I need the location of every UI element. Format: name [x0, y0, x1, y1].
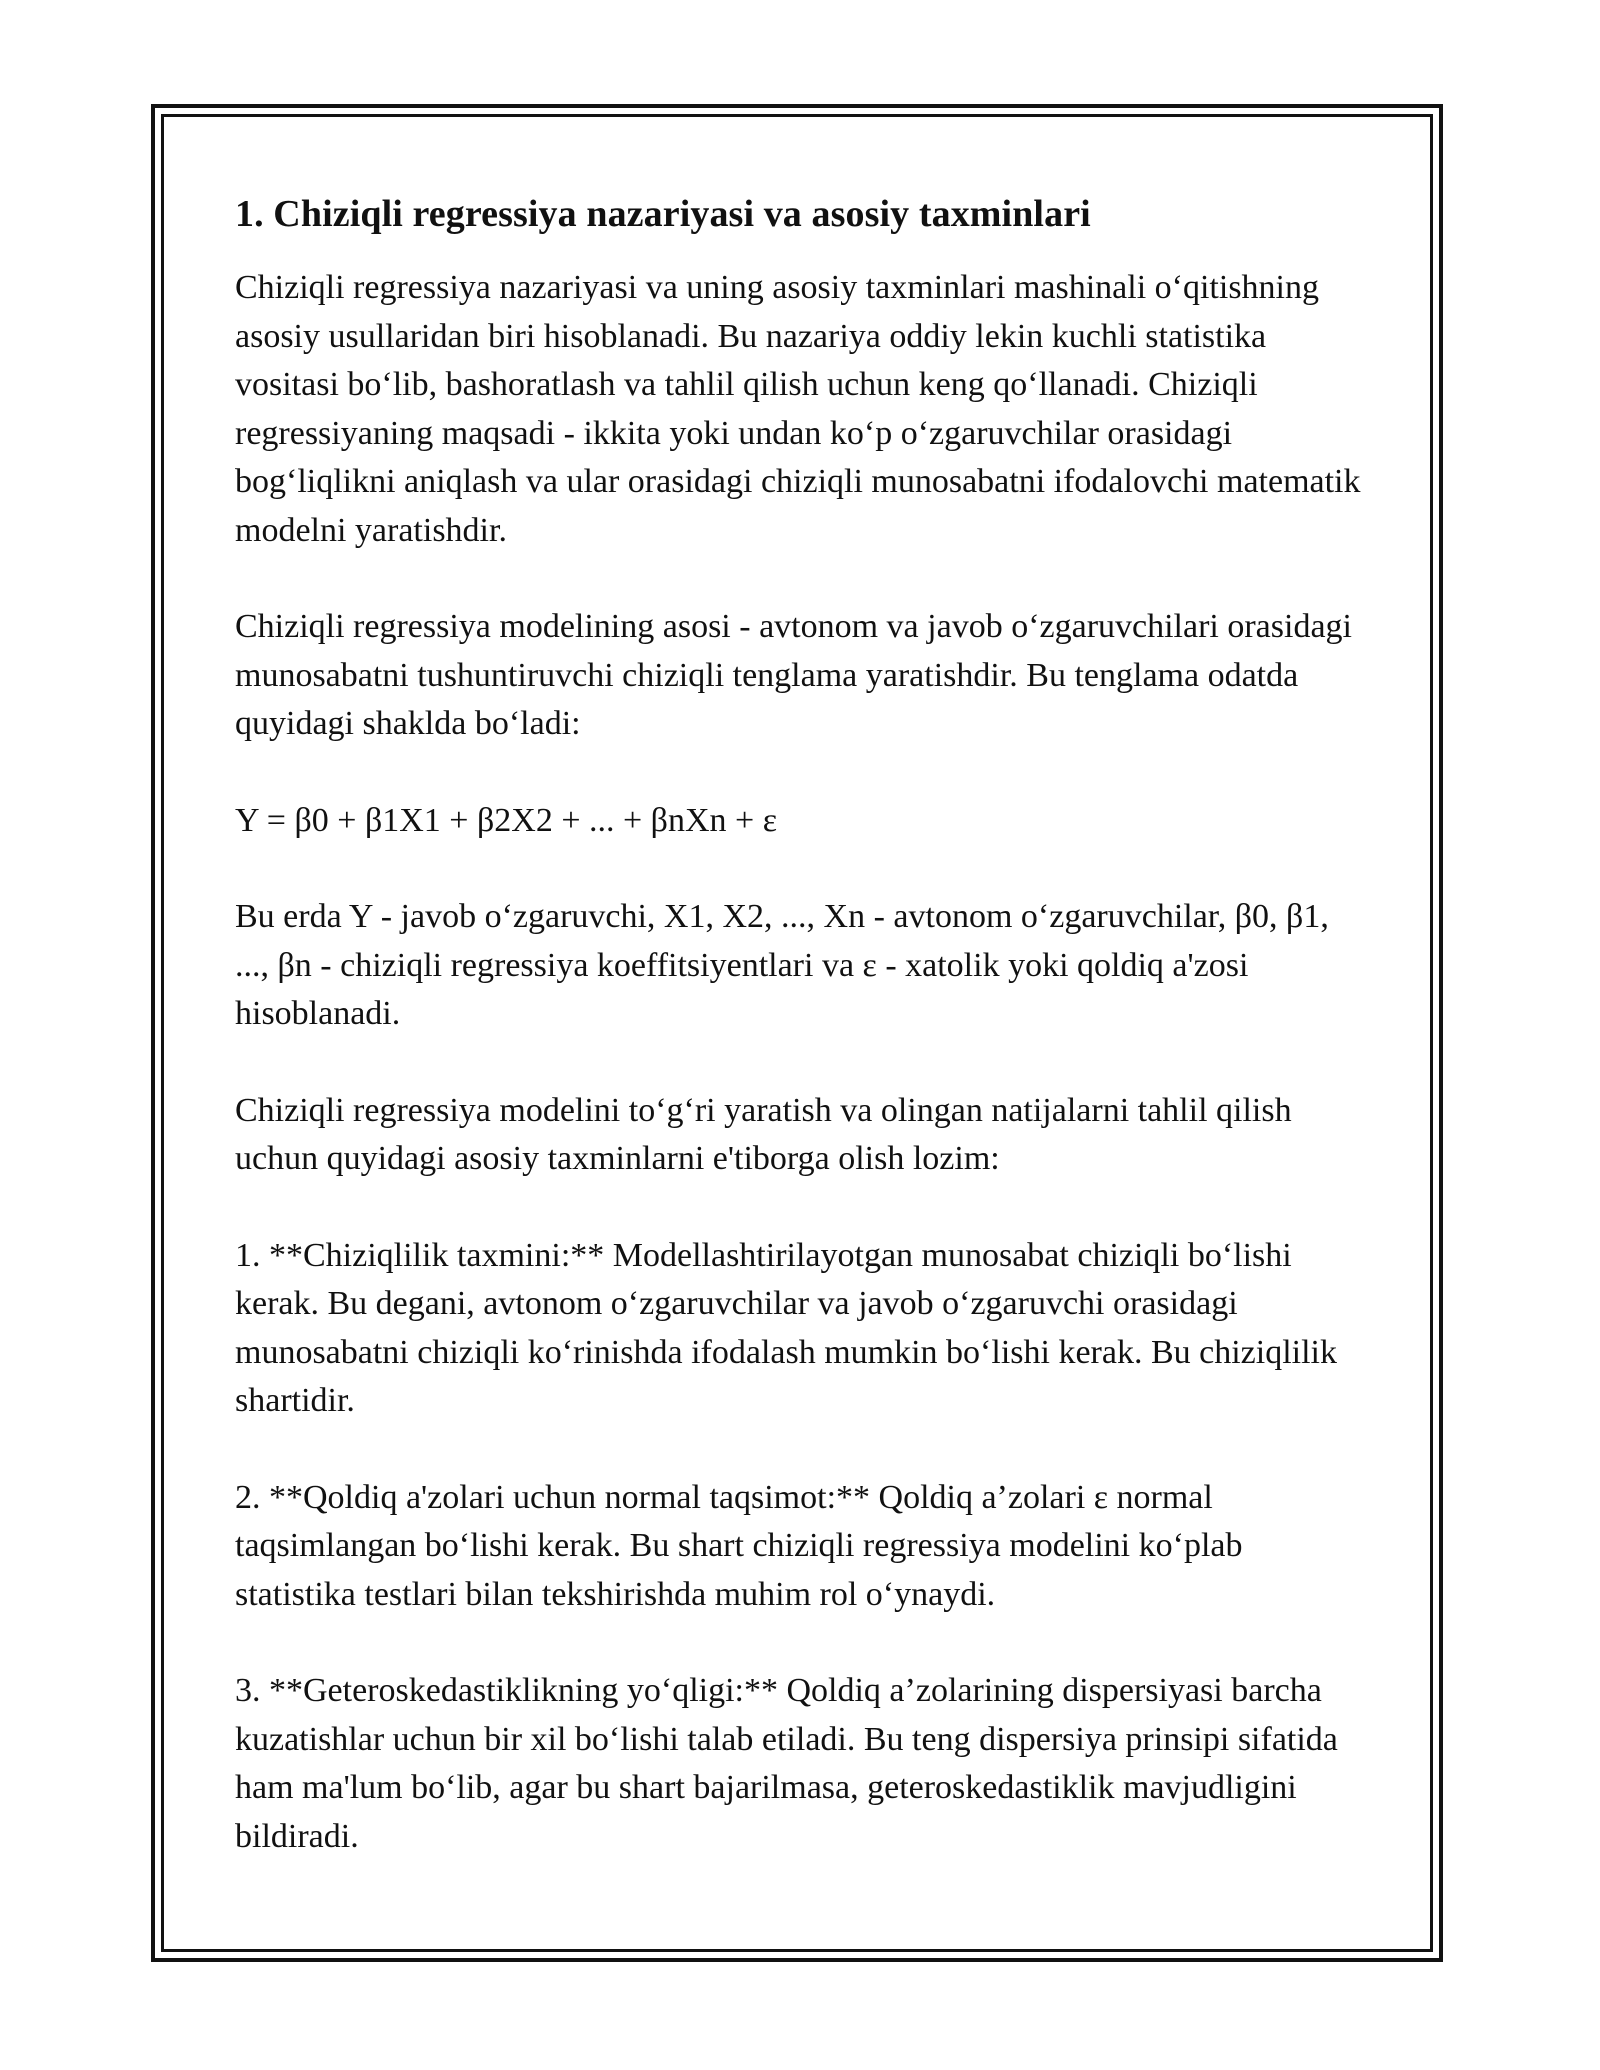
paragraph-formula-explanation: Bu erda Y - javob o‘zgaruvchi, X1, X2, ..., Xn - avtonom o‘zgaruvchilar, β0, β1, ..., βn - chiziqli regressiya koeffitsiyentlari va ε - xatolik yoki qoldiq a'zosi hisoblanadi.	[235, 898, 1329, 1032]
section-heading: 1. Chiziqli regressiya nazariyasi va asosiy taxminlari	[235, 193, 1091, 235]
paragraph-intro: Chiziqli regressiya nazariyasi va uning asosiy taxminlari mashinali o‘qitishning asosiy usullaridan biri hisoblanadi. Bu nazariya oddiy lekin kuchli statistika vositasi bo‘lib, bashoratlash va tahlil qilish uchun keng qo‘llanadi. Chiziqli regressiyaning maqsadi - ikkita yoki undan ko‘p o‘zgaruvchilar orasidagi bog‘liqlikni aniqlash va ular orasidagi chiziqli munosabatni ifodalovchi matematik modelni yaratishdir.	[235, 269, 1361, 549]
document-body	[235, 186, 1370, 1909]
assumption-homoscedasticity: 3. **Geteroskedastiklikning yo‘qligi:** Qoldiq a’zolarining dispersiyasi barcha kuzatishlar uchun bir xil bo‘lishi talab etiladi. Bu teng dispersiya prinsipi sifatida ham ma'lum bo‘lib, agar bu shart bajarilmasa, geteroskedastiklik mavjudligini bildiradi.	[235, 1672, 1338, 1855]
regression-formula: Y = β0 + β1X1 + β2X2 + ... + βnXn + ε	[235, 801, 777, 839]
assumption-normality: 2. **Qoldiq a'zolari uchun normal taqsimot:** Qoldiq a’zolari ε normal taqsimlangan bo‘lishi kerak. Bu shart chiziqli regressiya modelini ko‘plab statistika testlari bilan tekshirishda muhim rol o‘ynaydi.	[235, 1478, 1243, 1613]
paragraph-model-basis: Chiziqli regressiya modelining asosi - avtonom va javob o‘zgaruvchilari orasidagi munosabatni tushuntiruvchi chiziqli tenglama yaratishdir. Bu tenglama odatda quyidagi shaklda bo‘ladi:	[235, 608, 1352, 742]
paragraph-assumptions-intro: Chiziqli regressiya modelini to‘g‘ri yaratish va olingan natijalarni tahlil qilish uchun quyidagi asosiy taxminlarni e'tiborga olish lozim:	[235, 1091, 1292, 1177]
assumption-linearity: 1. **Chiziqlilik taxmini:** Modellashtirilayotgan munosabat chiziqli bo‘lishi kerak. Bu degani, avtonom o‘zgaruvchilar va javob o‘zgaruvchi orasidagi munosabatni chiziqli ko‘rinishda ifodalash mumkin bo‘lishi kerak. Bu chiziqlilik shartidir.	[235, 1236, 1337, 1419]
